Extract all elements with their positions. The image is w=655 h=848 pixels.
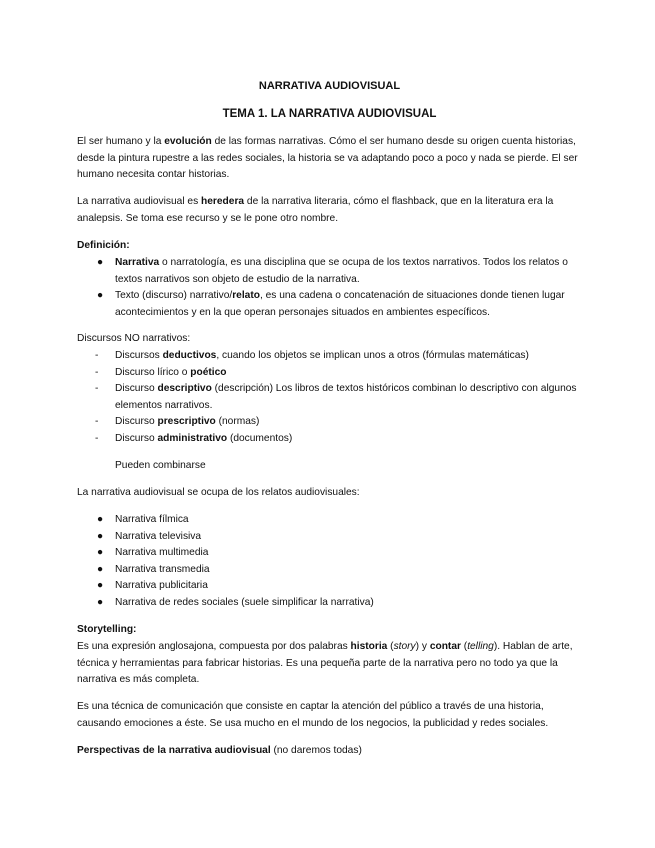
dash-marker: -: [95, 383, 99, 394]
bullet-icon: ●: [97, 290, 104, 301]
intro-paragraph-2: La narrativa audiovisual es heredera de la narrativa literaria, cómo el flashback, que en la literatura era la analepsis. Se toma ese recurso y se le pone otro nombre.: [77, 196, 554, 224]
dash-marker: -: [95, 350, 99, 361]
list-item: ● Narrativa fílmica: [77, 512, 582, 529]
bullet-icon: ●: [97, 547, 104, 558]
list-item: - Discursos deductivos, cuando los objetos se implican unos a otros (fórmulas matemáticas): [77, 348, 582, 365]
perspectivas-line: Perspectivas de la narrativa audiovisual (no daremos todas): [77, 745, 362, 756]
no-narrativos-list: [77, 348, 582, 447]
combine-note: Pueden combinarse: [115, 460, 206, 471]
bullet-icon: ●: [97, 580, 104, 591]
dash-marker: -: [95, 416, 99, 427]
list-item: ● Narrativa de redes sociales (suele simplificar la narrativa): [77, 595, 582, 612]
storytelling-heading: Storytelling:: [77, 624, 137, 635]
no-narrativos-heading: Discursos NO narrativos:: [77, 333, 191, 344]
list-item: ● Narrativa transmedia: [77, 562, 582, 579]
list-item: ● Narrativa publicitaria: [77, 578, 582, 595]
list-item: ● Narrativa o narratología, es una disciplina que se ocupa de los textos narrativos. Todos los relatos o textos narrativos son objeto de estudio de la narrativa.: [97, 257, 568, 285]
bullet-icon: ●: [97, 514, 104, 525]
intro-paragraph-1: El ser humano y la evolución de las formas narrativas. Cómo el ser humano desde su origen cuenta historias, desde la pintura rupestre a las redes sociales, la historia se va adaptando poco a poco y nada se pierde. El ser humano necesita contar historias.: [77, 136, 578, 180]
list-item: ● Texto (discurso) narrativo/relato, es una cadena o concatenación de situaciones donde tienen lugar acontecimientos y en la que operan personajes situados en ambientes específicos.: [97, 290, 565, 318]
relatos-list: [77, 512, 582, 611]
bullet-icon: ●: [97, 530, 104, 542]
definicion-list: [77, 255, 582, 321]
bullet-icon: ●: [97, 596, 104, 608]
storytelling-paragraph-2: Es una técnica de comunicación que consiste en captar la atención del público a través de una historia, causando emociones a éste. Se usa mucho en el mundo de los negocios, la publicidad y redes sociales.: [77, 701, 549, 729]
storytelling-paragraph-1: Es una expresión anglosajona, compuesta por dos palabras historia (story) y contar (telling). Hablan de arte, técnica y herramientas para fabricar historias. Es una pequeña parte de la narrativa pero no todo ya que la narrativa es más completa.: [77, 641, 573, 685]
relatos-heading: La narrativa audiovisual se ocupa de los relatos audiovisuales:: [77, 487, 360, 498]
definicion-heading: Definición:: [77, 240, 130, 251]
dash-marker: -: [95, 432, 99, 444]
bullet-icon: ●: [97, 563, 104, 575]
list-item: - Discurso prescriptivo (normas): [77, 414, 582, 431]
list-item: ● Narrativa televisiva: [77, 529, 582, 546]
dash-marker: -: [95, 366, 99, 378]
list-item: ● Narrativa multimedia: [77, 545, 582, 562]
document-title: NARRATIVA AUDIOVISUAL: [258, 80, 401, 92]
section-title: TEMA 1. LA NARRATIVA AUDIOVISUAL: [222, 108, 437, 120]
bullet-icon: ●: [97, 257, 104, 268]
list-item: - Discurso lírico o poético: [77, 365, 582, 382]
list-item: - Discurso administrativo (documentos): [77, 431, 582, 448]
list-item: - Discurso descriptivo (descripción) Los libros de textos históricos combinan lo descriptivo con algunos elementos narrativos.: [95, 383, 577, 411]
